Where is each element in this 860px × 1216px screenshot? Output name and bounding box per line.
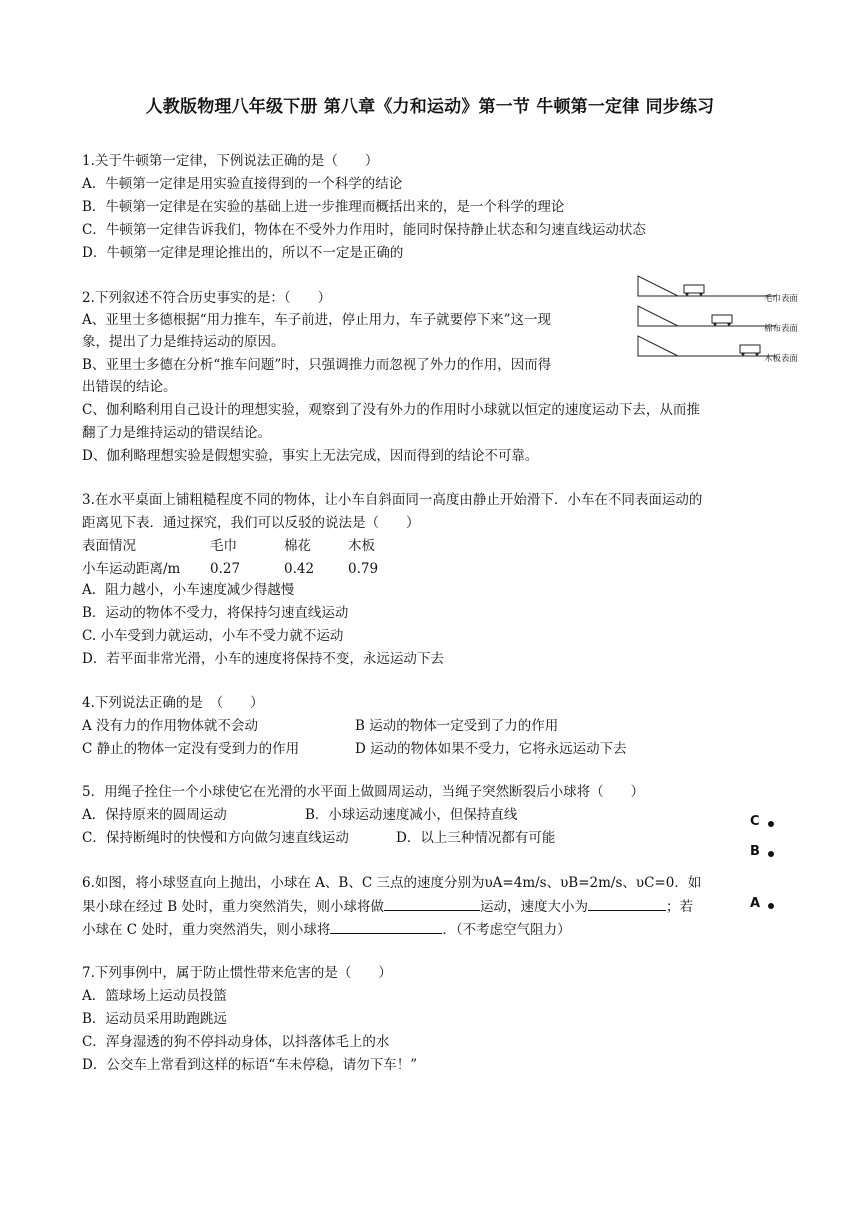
question-6-line-3-text-b: ．（不考虑空气阻力） — [442, 922, 571, 938]
question-5-option-b: B．小球运动速度减小，但保持直线 — [305, 807, 518, 823]
question-3-option-b: B．运动的物体不受力，将保持匀速直线运动 — [82, 605, 349, 621]
question-6-line-3-text-a: 小球在 C 处时，重力突然消失，则小球将 — [82, 922, 331, 938]
question-3-option-c: C. 小车受到力就运动，小车不受力就不运动 — [82, 628, 344, 644]
label-cotton-surface: 棉布表面 — [764, 324, 799, 334]
question-5-stem: 5．用绳子拴住一个小球使它在光滑的水平面上做圆周运动，当绳子突然断裂后小球将（ ） — [82, 784, 645, 800]
question-6-line-2-text-a: 果小球在经过 B 处时，重力突然消失，则小球将做 — [82, 899, 385, 915]
question-2-option-c-line-1: C、伽利略利用自己设计的理想实验，观察到了没有外力的作用时小球就以恒定的速度运动下去，从而推 — [82, 402, 700, 418]
question-2-option-b-line-2: 出错误的结论。 — [82, 379, 177, 395]
question-4-stem: 4.下列说法正确的是 （ ） — [82, 695, 264, 711]
table-header-row — [82, 536, 386, 556]
question-2-option-a-line-2: 象，提出了力是维持运动的原因。 — [82, 334, 285, 350]
question-2-option-b-line-1: B、亚里士多德在分析“推车问题”时，只强调推力而忽视了外力的作用，因而得 — [82, 357, 552, 373]
ball-points-figure — [750, 814, 790, 914]
table-header-surface: 表面情况 — [82, 538, 136, 554]
question-6-line-2 — [82, 896, 693, 917]
table-data-row — [82, 559, 386, 579]
question-7-option-b: B．运动员采用助跑跳远 — [82, 1011, 227, 1027]
cart-2 — [712, 315, 732, 323]
point-b-dot — [768, 851, 774, 857]
question-3-option-d: D．若平面非常光滑，小车的速度将保持不变，永远运动下去 — [82, 651, 444, 667]
point-b-label: B — [750, 844, 760, 859]
table-cell-towel: 0.27 — [210, 561, 241, 577]
cart-3 — [740, 345, 760, 353]
question-6-line-1: 6.如图，将小球竖直向上抛出，小球在 A、B、C 三点的速度分别为υA=4m/s、υB=2m/s、υC=0．如 — [82, 875, 702, 891]
table-header-wood: 木板 — [348, 538, 375, 554]
question-7-option-a: A．篮球场上运动员投篮 — [82, 988, 227, 1004]
question-5-option-a: A．保持原来的圆周运动 — [82, 807, 227, 823]
point-c-dot — [768, 821, 774, 827]
question-3-stem-line-1: 3.在水平桌面上铺粗糙程度不同的物体，让小车自斜面同一高度由静止开始滑下．小车在不同表面运动的 — [82, 492, 703, 508]
table-cell-cotton: 0.42 — [284, 561, 315, 577]
point-c-label: C — [750, 814, 760, 829]
question-1-option-c: C．牛顿第一定律告诉我们，物体在不受外力作用时，能同时保持静止状态和匀速直线运动状态 — [82, 222, 646, 238]
incline-ramp-1 — [638, 276, 678, 296]
question-5-option-d: D．以上三种情况都有可能 — [396, 830, 556, 846]
question-4-option-c: C 静止的物体一定没有受到力的作用 — [82, 741, 300, 757]
point-a-label: A — [750, 896, 761, 911]
page-title: 人教版物理八年级下册 第八章《力和运动》第一节 牛顿第一定律 同步练习 — [145, 97, 715, 117]
table-header-cotton: 棉花 — [284, 538, 311, 554]
question-2-option-a-line-1: A、亚里士多德根据“用力推车，车子前进，停止用力，车子就要停下来”这一现 — [82, 312, 552, 328]
question-6-line-2-text-c: ；若 — [666, 899, 694, 915]
question-7-option-c: C．浑身湿透的狗不停抖动身体，以抖落体毛上的水 — [82, 1034, 390, 1050]
cart-1 — [684, 285, 704, 293]
question-1-option-a: A．牛顿第一定律是用实验直接得到的一个科学的结论 — [82, 176, 403, 192]
question-6-line-2-text-b: 运动，速度大小为 — [480, 899, 589, 915]
question-7-option-d: D．公交车上常看到这样的标语“车未停稳，请勿下车！” — [82, 1057, 418, 1073]
question-4-option-b: B 运动的物体一定受到了力的作用 — [355, 718, 559, 734]
answer-blank-motion-b[interactable] — [384, 896, 480, 911]
question-1-stem: 1.关于牛顿第一定律，下例说法正确的是（ ） — [82, 153, 379, 169]
answer-blank-speed-b[interactable] — [588, 896, 666, 911]
question-5-option-c: C．保持断绳时的快慢和方向做匀速直线运动 — [82, 830, 349, 846]
table-header-towel: 毛巾 — [210, 538, 237, 554]
question-3-stem-line-2: 距离见下表．通过探究，我们可以反驳的说法是（ ） — [82, 515, 420, 531]
question-6-line-3 — [82, 919, 571, 940]
question-2-option-d: D、伽利略理想实验是假想实验，事实上无法完成，因而得到的结论不可靠。 — [82, 448, 539, 464]
question-2-option-c-line-2: 翻了力是维持运动的错误结论。 — [82, 425, 271, 441]
label-wood-surface: 木板表面 — [764, 354, 799, 364]
incline-ramp-3 — [638, 336, 678, 356]
incline-experiment-figure — [634, 272, 810, 368]
table-cell-wood: 0.79 — [348, 561, 379, 577]
label-towel-surface: 毛巾表面 — [764, 294, 799, 304]
question-4-option-a: A 没有力的作用物体就不会动 — [82, 718, 259, 734]
table-row-label: 小车运动距离/m — [82, 561, 181, 577]
question-1-option-b: B．牛顿第一定律是在实验的基础上进一步推理而概括出来的，是一个科学的理论 — [82, 199, 565, 215]
incline-ramp-2 — [638, 306, 678, 326]
question-3-option-a: A．阻力越小，小车速度减少得越慢 — [82, 582, 295, 598]
question-1-option-d: D．牛顿第一定律是理论推出的，所以不一定是正确的 — [82, 245, 404, 261]
question-4-option-d: D 运动的物体如果不受力，它将永远运动下去 — [355, 741, 627, 757]
point-a-dot — [768, 903, 774, 909]
question-2-stem: 2.下列叙述不符合历史事实的是：（ ） — [82, 290, 332, 306]
answer-blank-motion-c[interactable] — [330, 919, 442, 934]
question-7-stem: 7.下列事例中，属于防止惯性带来危害的是（ ） — [82, 965, 392, 981]
